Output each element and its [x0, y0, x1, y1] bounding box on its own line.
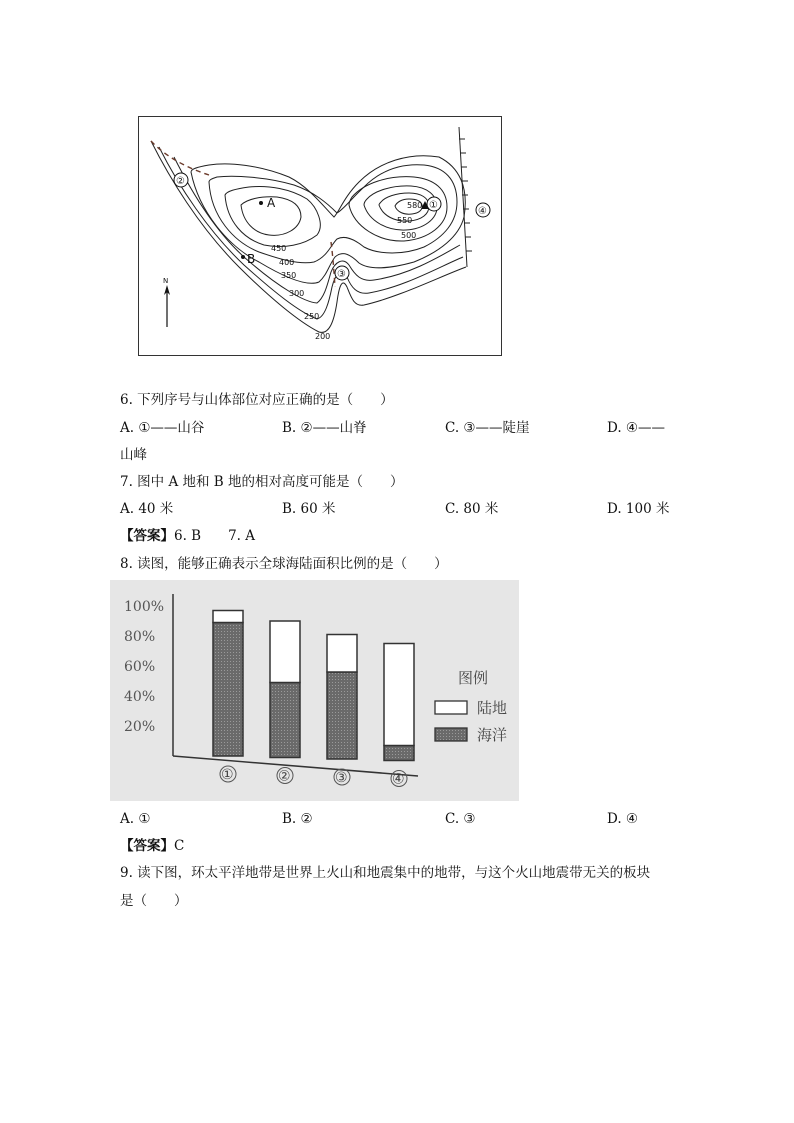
q9-stem-line1: 9. 读下图，环太平洋地带是世界上火山和地震集中的地带，与这个火山地震带无关的板块	[120, 865, 651, 881]
contour-label: 250	[304, 312, 320, 321]
x-tick-label: ②	[278, 768, 291, 785]
label-b: B	[247, 252, 256, 266]
bar-land	[327, 635, 357, 673]
answer-block-2	[120, 837, 184, 855]
label-circle-4: ④	[478, 206, 487, 217]
x-tick-label: ①	[221, 767, 234, 783]
bar-ocean	[384, 746, 414, 761]
legend-label-ocean: 海洋	[477, 726, 508, 744]
bar-ocean	[213, 623, 243, 757]
dashed-line-valley	[331, 242, 335, 287]
contour-label: 450	[271, 244, 287, 253]
answer-text: C	[174, 838, 185, 854]
q6-option-b[interactable]: B. ②——山脊	[282, 420, 367, 436]
q7-option-d[interactable]: D. 100 米	[607, 501, 670, 517]
q8-option-b[interactable]: B. ②	[282, 811, 313, 827]
contour-label: 300	[289, 289, 305, 298]
q8-option-d[interactable]: D. ④	[607, 811, 639, 827]
x-tick-label: ④	[392, 771, 405, 788]
contour-map	[138, 116, 502, 356]
legend-label-land: 陆地	[477, 699, 508, 717]
contour-label: 550	[397, 216, 413, 225]
contour-label: 580	[407, 201, 423, 210]
contour-line	[174, 157, 460, 303]
bar-land	[384, 644, 414, 746]
contour-map-drawing	[139, 117, 501, 355]
y-tick-label: 80%	[124, 629, 156, 645]
legend-swatch-land	[435, 701, 467, 714]
label-a: A	[267, 196, 276, 210]
q6-option-d-wrap: 山峰	[120, 447, 147, 463]
x-axis	[173, 756, 418, 776]
point-a-dot	[259, 201, 263, 205]
bar-ocean	[270, 683, 300, 758]
bar-land	[213, 611, 243, 623]
answer-block-1	[120, 527, 255, 545]
bar-land	[270, 621, 300, 683]
contour-line	[209, 165, 457, 263]
contour-label: 400	[279, 258, 295, 267]
label-circle-2: ②	[176, 176, 185, 187]
label-circle-3: ③	[337, 269, 346, 280]
q6-stem: 6. 下列序号与山体部位对应正确的是（ ）	[120, 392, 394, 408]
label-north: N	[163, 277, 169, 285]
contour-label: 500	[401, 231, 417, 240]
legend-swatch-ocean	[435, 728, 467, 741]
q7-option-b[interactable]: B. 60 米	[282, 501, 336, 517]
q9-stem-line2: 是（ ）	[120, 893, 188, 909]
q6-option-a[interactable]: A. ①——山谷	[120, 420, 205, 436]
q7-stem: 7. 图中 A 地和 B 地的相对高度可能是（ ）	[120, 474, 404, 490]
q6-option-d[interactable]: D. ④——	[607, 420, 666, 436]
q7-option-a[interactable]: A. 40 米	[120, 501, 174, 517]
q8-option-a[interactable]: A. ①	[120, 811, 151, 827]
land-ocean-chart-svg	[110, 580, 519, 801]
q8-option-c[interactable]: C. ③	[445, 811, 476, 827]
q6-option-c[interactable]: C. ③——陡崖	[445, 420, 530, 436]
answer-text: 6. B 7. A	[174, 528, 256, 544]
x-tick-label: ③	[335, 770, 348, 786]
legend-title: 图例	[458, 669, 489, 687]
answer-label: 【答案】	[120, 838, 174, 854]
contour-label: 200	[315, 332, 331, 341]
q7-option-c[interactable]: C. 80 米	[445, 501, 499, 517]
y-tick-label: 40%	[124, 689, 156, 705]
q8-stem: 8. 读图，能够正确表示全球海陆面积比例的是（ ）	[120, 556, 448, 572]
contour-line	[151, 141, 466, 332]
answer-label: 【答案】	[120, 528, 174, 544]
label-circle-1: ①	[429, 200, 438, 211]
y-tick-label: 100%	[124, 599, 165, 615]
land-ocean-chart	[110, 580, 519, 801]
point-b-dot	[241, 255, 245, 259]
contour-label: 350	[281, 271, 297, 280]
y-tick-label: 60%	[124, 659, 156, 675]
y-tick-label: 20%	[124, 719, 156, 735]
bar-ocean	[327, 672, 357, 759]
